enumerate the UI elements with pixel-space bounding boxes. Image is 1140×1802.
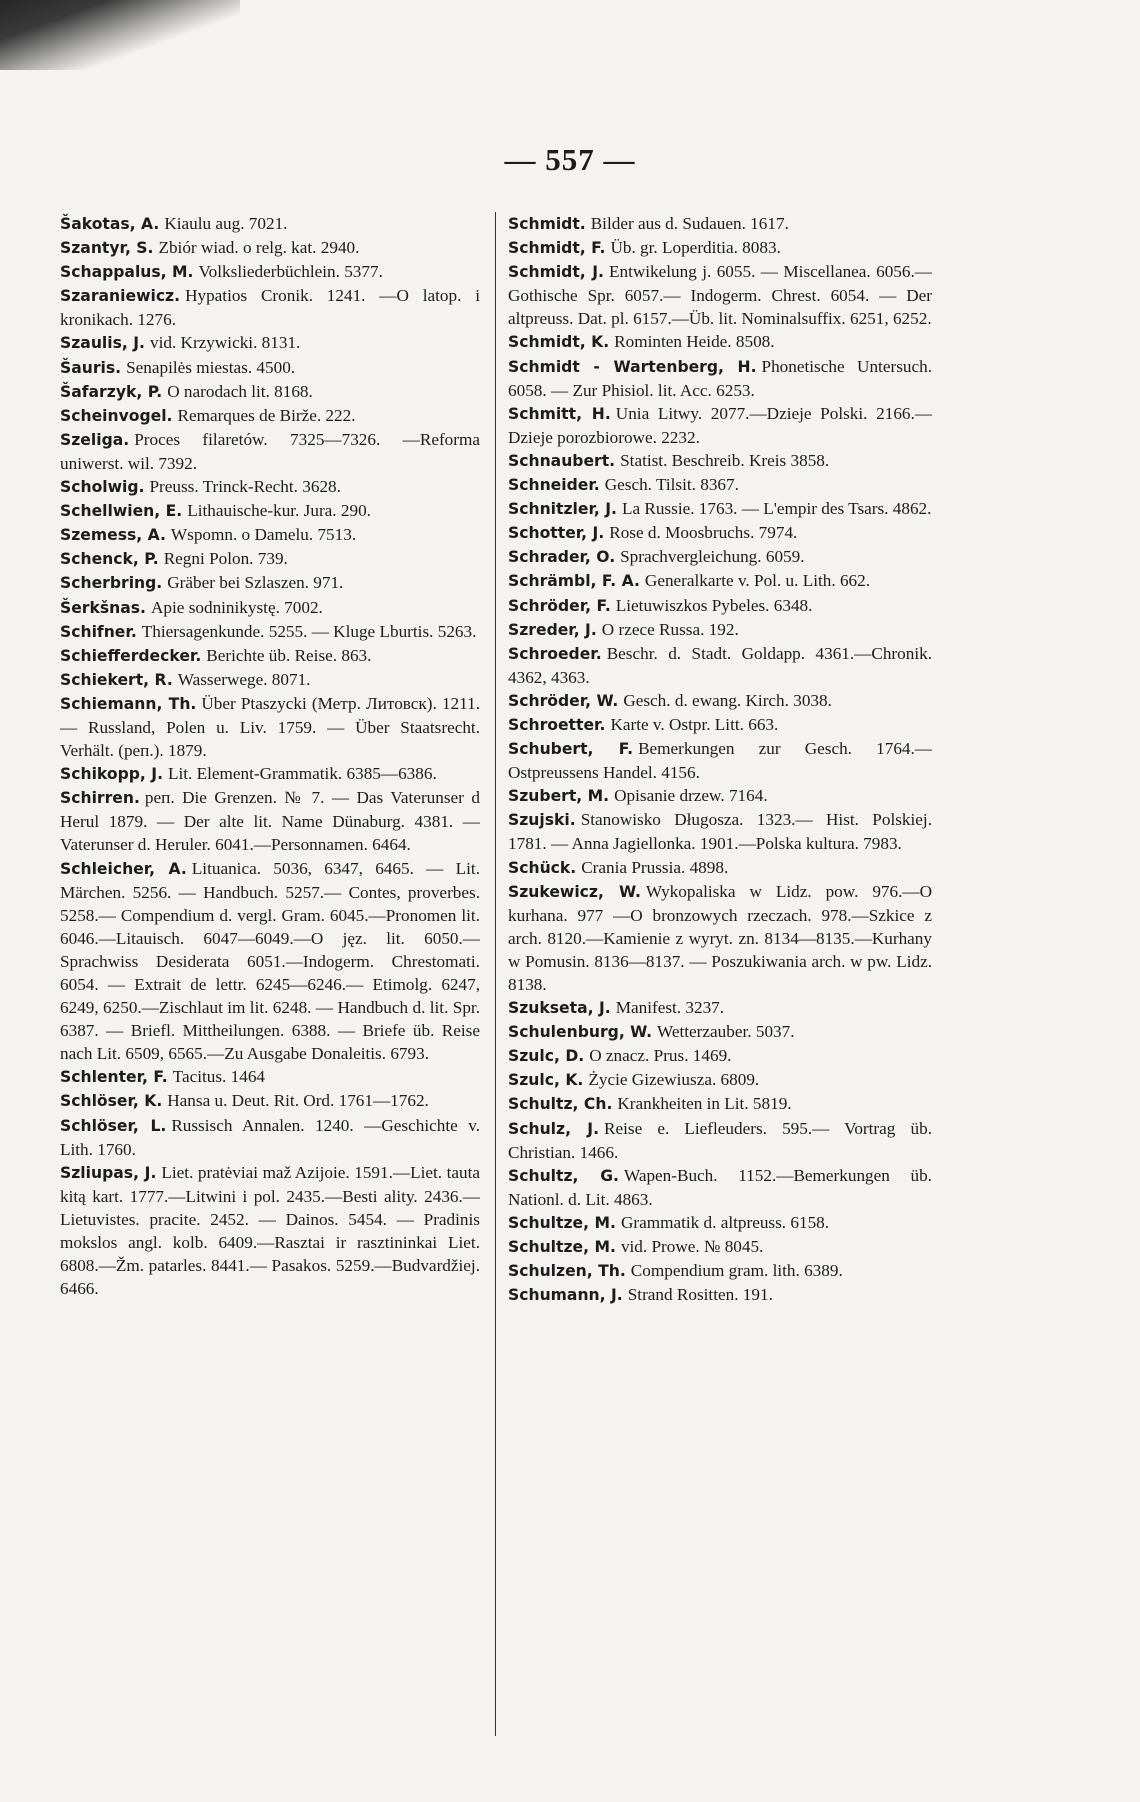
entry-text: Karte v. Ostpr. Litt. 663. xyxy=(610,714,779,734)
index-entry xyxy=(508,1283,932,1307)
entry-author: Šerkšnas. xyxy=(60,598,146,617)
entry-author: Schmidt, J. xyxy=(508,263,604,282)
entry-text: Berichte üb. Reise. 863. xyxy=(206,645,372,665)
entry-author: Szantyr, S. xyxy=(60,239,154,258)
entry-text: vid. Prowe. № 8045. xyxy=(620,1237,764,1257)
entry-text: Phonetische Untersuch. 6058. — Zur Phisiol. lit. Acc. 6253. xyxy=(508,356,932,400)
entry-author: Schroetter. xyxy=(508,715,606,734)
entry-author: Schiekert, R. xyxy=(60,670,173,689)
entry-author: Scheinvogel. xyxy=(60,406,173,425)
entry-text: Bilder aus d. Sudauen. 1617. xyxy=(590,214,789,233)
index-entry xyxy=(508,713,932,737)
index-entry xyxy=(60,428,480,475)
entry-text: Zbiór wiad. o relg. kat. 2940. xyxy=(158,238,360,258)
entry-author: Schirren. xyxy=(60,789,140,808)
entry-text: Regni Polon. 739. xyxy=(163,549,288,569)
entry-text: Reise e. Liefleuders. 595.— Vortrag üb. Christian. 1466. xyxy=(508,1118,932,1162)
index-entry xyxy=(60,1089,480,1113)
entry-text: Wetterzauber. 5037. xyxy=(657,1022,795,1042)
entry-text: Lietuwiszkos Pybeles. 6348. xyxy=(615,595,813,615)
entry-author: Schultz, G. xyxy=(508,1166,619,1185)
index-entry xyxy=(508,236,932,260)
index-entry xyxy=(60,1114,480,1161)
index-entry xyxy=(508,689,932,713)
entry-author: Schröder, W. xyxy=(508,691,619,710)
index-entry xyxy=(508,1068,932,1092)
entry-text: Krankheiten in Lit. 5819. xyxy=(617,1094,792,1114)
entry-text: Grammatik d. altpreuss. 6158. xyxy=(620,1212,830,1232)
entry-text: Gesch. Tilsit. 8367. xyxy=(604,475,739,495)
entry-text: La Russie. 1763. — L'empir des Tsars. 4862. xyxy=(621,499,932,519)
left-column xyxy=(60,212,480,1300)
entry-author: Schnaubert. xyxy=(508,451,616,470)
entry-author: Schiefferdecker. xyxy=(60,646,202,665)
entry-text: Entwikelung j. 6055. — Miscellanea. 6056.— Gothische Spr. 6057.— Indogerm. Chrest. 6054. — Der altpreuss. Dat. pl. 6157.—Üb. lit. Nominalsuffix. 6251, 6252. xyxy=(508,262,932,329)
entry-text: Stanowisko Długosza. 1323.— Hist. Polskiej. 1781. — Anna Jagiellonka. 1901.—Polska kultura. 7983. xyxy=(508,810,932,854)
entry-text: Opisanie drzew. 7164. xyxy=(614,786,768,806)
index-entry xyxy=(508,449,932,473)
index-entry xyxy=(60,668,480,692)
entry-author: Schiemann, Th. xyxy=(60,694,197,713)
entry-author: Schulzen, Th. xyxy=(508,1262,626,1281)
entry-text: Strand Rositten. 191. xyxy=(627,1285,773,1305)
entry-author: Schulz, J. xyxy=(508,1119,600,1138)
entry-text: Gesch. d. ewang. Kirch. 3038. xyxy=(623,690,832,710)
entry-text: Kiaulu aug. 7021. xyxy=(164,214,288,233)
index-entry xyxy=(60,212,480,236)
index-entry xyxy=(60,356,480,380)
index-entry xyxy=(60,236,480,260)
entry-author: Szulc, D. xyxy=(508,1047,585,1066)
entry-author: Szaraniewicz. xyxy=(60,287,181,306)
index-entry xyxy=(60,571,480,595)
index-entry xyxy=(508,1235,932,1259)
index-entry xyxy=(60,857,480,1066)
index-entry xyxy=(60,547,480,571)
entry-author: Šauris. xyxy=(60,358,122,377)
entry-text: Życie Gizewiusza. 6809. xyxy=(588,1070,760,1090)
entry-author: Szulc, K. xyxy=(508,1071,584,1090)
entry-text: Statist. Beschreib. Kreis 3858. xyxy=(620,450,830,470)
index-entry xyxy=(508,1020,932,1044)
index-entry xyxy=(508,545,932,569)
index-entry xyxy=(508,1259,932,1283)
index-entry xyxy=(60,596,480,620)
entry-text: Rominten Heide. 8508. xyxy=(614,332,775,352)
entry-author: Szubert, M. xyxy=(508,787,610,806)
entry-author: Šafarzyk, P. xyxy=(60,382,163,401)
entry-author: Schmitt, H. xyxy=(508,404,611,423)
entry-author: Schlenter, F. xyxy=(60,1068,168,1087)
index-entry xyxy=(508,1044,932,1068)
index-entry xyxy=(60,331,480,355)
entry-text: Senapilės miestas. 4500. xyxy=(126,357,296,377)
index-entry xyxy=(508,402,932,449)
entry-author: Schrämbl, F. A. xyxy=(508,572,640,591)
entry-author: Schulenburg, W. xyxy=(508,1023,653,1042)
entry-author: Schubert, F. xyxy=(508,740,634,759)
index-entry xyxy=(60,692,480,762)
entry-text: Lithauische-kur. Jura. 290. xyxy=(187,501,371,521)
scan-corner-shadow xyxy=(0,0,240,70)
index-entry xyxy=(508,996,932,1020)
entry-author: Schellwien, E. xyxy=(60,502,183,521)
index-entry xyxy=(60,523,480,547)
entry-author: Szliupas, J. xyxy=(60,1163,157,1182)
entry-author: Szujski. xyxy=(508,811,576,830)
index-entry xyxy=(60,475,480,499)
page-number: — 557 — xyxy=(504,142,636,177)
entry-text: Über Ptaszycki (Метр. Литовск). 1211. — Russland, Polen u. Liv. 1759. — Über Staatsrecht. Verhält. (реп.). 1879. xyxy=(60,693,480,761)
entry-text: Hansa u. Deut. Rit. Ord. 1761—1762. xyxy=(167,1091,429,1111)
entry-text: O narodach lit. 8168. xyxy=(167,381,313,401)
index-entry xyxy=(508,1092,932,1116)
index-entry xyxy=(60,1065,480,1089)
entry-author: Schappalus, M. xyxy=(60,263,194,282)
entry-text: Wasserwege. 8071. xyxy=(177,669,311,689)
entry-author: Szeliga. xyxy=(60,430,130,449)
entry-author: Schroeder. xyxy=(508,644,602,663)
entry-text: Compendium gram. lith. 6389. xyxy=(630,1261,843,1281)
column-divider xyxy=(495,212,496,1736)
index-entry xyxy=(508,473,932,497)
entry-author: Scherbring. xyxy=(60,574,163,593)
entry-text: Lituanica. 5036, 6347, 6465. — Lit. Märchen. 5256. — Handbuch. 5257.— Contes, proverbes. 5258.— Compendium d. vergl. Gram. 6045.—Pronomen lit. 6046.—Litauisch. 6047—6049.—O jęz. lit. 6050.—Sprachwiss Desiderata 6051.—Indogerm. Chrestomati. 6054. — Extrait de lettr. 6245—6246.— Etimolg. 6247, 6249, 6250.—Zischlaut im lit. 6248. — Handbuch d. lit. Spr. 6387. — Briefl. Mittheilungen. 6388. — Briefe üb. Reise nach Lit. 6509, 6565.—Zu Ausgabe Donaleitis. 6793. xyxy=(60,858,480,1064)
entry-author: Szemess, A. xyxy=(60,526,166,545)
index-entry xyxy=(60,644,480,668)
index-entry xyxy=(508,497,932,521)
index-entry xyxy=(508,594,932,618)
entry-author: Schultz, Ch. xyxy=(508,1095,613,1114)
entry-text: Sprachvergleichung. 6059. xyxy=(620,547,805,567)
index-entry xyxy=(508,737,932,784)
entry-text: Gräber bei Szlaszen. 971. xyxy=(167,573,344,593)
index-entry xyxy=(508,260,932,330)
entry-author: Schultze, M. xyxy=(508,1213,616,1232)
index-entry xyxy=(60,260,480,284)
index-entry xyxy=(508,569,932,593)
entry-author: Szreder, J. xyxy=(508,620,597,639)
entry-text: Wapen-Buch. 1152.—Bemerkungen üb. Nationl. d. Lit. 4863. xyxy=(508,1165,932,1209)
entry-text: Beschr. d. Stadt. Goldapp. 4361.—Chronik. 4362, 4363. xyxy=(508,643,932,687)
entry-text: Wykopaliska w Lidz. pow. 976.—O kurhana. 977 —O bronzowych rzeczach. 978.—Szkice z arch. 8120.—Kamienie z wyryt. zn. 8134—8135.—Kurhany w Pomusin. 8136—8137. — Poszukiwania arch. w pw. Lidz. 8138. xyxy=(508,881,932,994)
entry-text: Rose d. Moosbruchs. 7974. xyxy=(609,523,798,543)
entry-text: Russisch Annalen. 1240. —Geschichte v. Lith. 1760. xyxy=(60,1115,480,1159)
index-entry xyxy=(508,1211,932,1235)
index-entry xyxy=(60,284,480,331)
entry-author: Schultze, M. xyxy=(508,1238,616,1257)
index-entry xyxy=(508,642,932,689)
index-entry xyxy=(60,786,480,856)
entry-author: Schlöser, K. xyxy=(60,1092,163,1111)
entry-text: Lit. Element-Grammatik. 6385—6386. xyxy=(168,764,437,784)
entry-text: Proces filaretów. 7325—7326. —Reforma uniwerst. wil. 7392. xyxy=(60,429,480,473)
entry-author: Šakotas, A. xyxy=(60,215,160,233)
entry-text: Tacitus. 1464 xyxy=(172,1067,266,1087)
entry-text: Unia Litwy. 2077.—Dzieje Polski. 2166.—Dzieje porozbiorowe. 2232. xyxy=(508,403,933,447)
index-entry xyxy=(60,404,480,428)
entry-text: Preuss. Trinck-Recht. 3628. xyxy=(149,477,341,497)
entry-text: O znacz. Prus. 1469. xyxy=(589,1046,732,1066)
entry-author: Schröder, F. xyxy=(508,596,611,615)
entry-author: Schmidt - Wartenberg, H. xyxy=(508,357,757,376)
entry-author: Schotter, J. xyxy=(508,524,605,543)
entry-text: Bemerkungen zur Gesch. 1764.—Ostpreussens Handel. 4156. xyxy=(508,739,932,783)
index-entry xyxy=(60,1161,480,1301)
index-entry xyxy=(508,618,932,642)
entry-author: Schmidt, F. xyxy=(508,239,606,258)
entry-text: vid. Krzywicki. 8131. xyxy=(149,333,301,353)
index-entry xyxy=(60,620,480,644)
right-column xyxy=(508,212,932,1307)
entry-author: Schifner. xyxy=(60,622,137,641)
index-entry xyxy=(60,762,480,786)
index-entry xyxy=(508,355,932,402)
entry-author: Szukseta, J. xyxy=(508,999,611,1018)
entry-author: Schleicher, A. xyxy=(60,859,187,878)
entry-author: Scholwig. xyxy=(60,478,145,497)
index-entry xyxy=(508,784,932,808)
entry-text: Liet. pratėviai maž Azijoie. 1591.—Liet. tauta kitą kart. 1777.—Litwini i pol. 2435.—Besti ality. 2436.—Lietuvistes. pracite. 2452. — Dainos. 5454. — Pradinis mokslos angl. kolb. 6409.—Rasztai ir rasztininkai Liet. 6808.—Žm. patarles. 8441.— Pasakos. 5259.—Budvardžiej. 6466. xyxy=(60,1162,480,1299)
entry-author: Schmidt. xyxy=(508,215,586,233)
entry-author: Schneider. xyxy=(508,476,600,495)
entry-text: O rzece Russa. 192. xyxy=(601,619,739,639)
index-entry xyxy=(508,1117,932,1164)
entry-text: Wspomn. o Damelu. 7513. xyxy=(170,525,357,545)
entry-text: Üb. gr. Loperditia. 8083. xyxy=(610,238,781,258)
entry-text: Remarques de Birže. 222. xyxy=(177,405,356,425)
index-entry xyxy=(508,880,932,996)
entry-text: Generalkarte v. Pol. u. Lith. 662. xyxy=(644,571,871,591)
index-entry xyxy=(60,499,480,523)
entry-text: Hypatios Cronik. 1241. —O latop. i kronikach. 1276. xyxy=(60,286,480,330)
entry-text: Manifest. 3237. xyxy=(615,998,725,1018)
entry-author: Schnitzler, J. xyxy=(508,500,617,519)
index-entry xyxy=(508,1164,932,1211)
entry-author: Schikopp, J. xyxy=(60,765,163,784)
entry-text: Apie sodninikystę. 7002. xyxy=(150,597,323,617)
entry-author: Schrader, O. xyxy=(508,548,616,567)
index-entry xyxy=(508,808,932,855)
index-entry xyxy=(508,856,932,880)
entry-author: Schumann, J. xyxy=(508,1286,623,1305)
index-entry xyxy=(508,330,932,354)
entry-author: Schück. xyxy=(508,858,577,877)
index-entry xyxy=(508,521,932,545)
entry-author: Schlöser, L. xyxy=(60,1116,167,1135)
entry-author: Schenck, P. xyxy=(60,550,159,569)
entry-text: Volksliederbüchlein. 5377. xyxy=(198,262,383,282)
entry-text: Crania Prussia. 4898. xyxy=(581,857,729,877)
index-entry xyxy=(508,212,932,236)
entry-author: Szaulis, J. xyxy=(60,334,145,353)
index-entry xyxy=(60,380,480,404)
entry-text: реп. Die Grenzen. № 7. — Das Vaterunser d Herul 1879. — Der alte lit. Name Dünaburg. 4381. — Vaterunser d. Heruler. 6041.—Personnamen. 6464. xyxy=(60,788,480,855)
entry-author: Schmidt, K. xyxy=(508,333,610,352)
entry-text: Thiersagenkunde. 5255. — Kluge Lburtis. 5263. xyxy=(141,621,477,641)
entry-author: Szukewicz, W. xyxy=(508,882,641,901)
